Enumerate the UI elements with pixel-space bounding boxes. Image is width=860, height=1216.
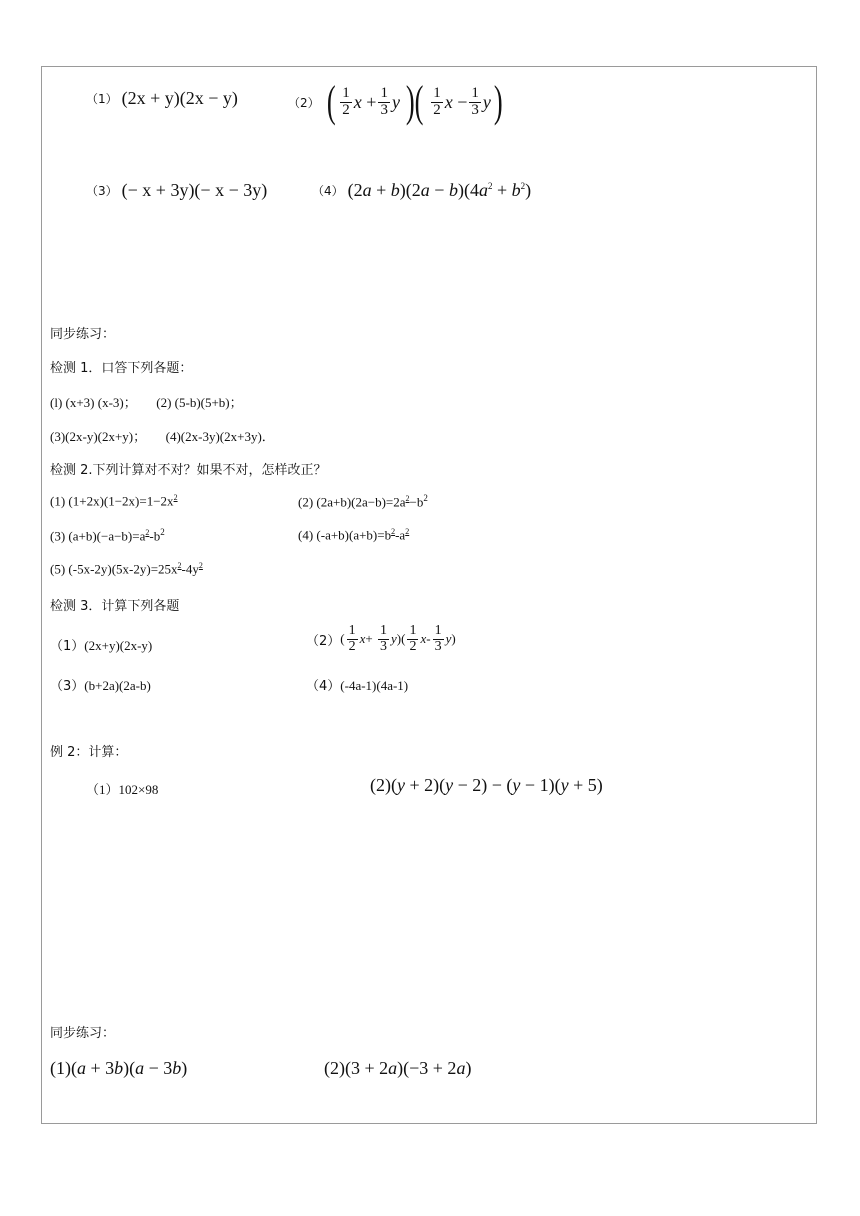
fraction: $\frac{1}{2}$: [433, 84, 441, 118]
fraction: $\frac{1}{3}$: [380, 84, 388, 118]
check3-q1: （1）(2x+y)(2x-y): [50, 638, 153, 654]
problem-3: [86, 180, 267, 201]
problem-3-expr: (− x + 3y)(− x − 3y): [121, 180, 268, 200]
check1-title: 检测 1．口答下列各题：: [50, 361, 193, 376]
check1-row2: (3)(2x-y)(2x+y)； (4)(2x-3y)(2x+3y)．: [50, 429, 275, 444]
final-q2: (2)(3 + 2a)(−3 + 2a): [324, 1058, 472, 1078]
sync-practice-heading-2: 同步练习：: [50, 1026, 116, 1041]
example2-q1: （1）102×98: [86, 782, 159, 797]
fraction: $\frac{1}{2}$: [342, 84, 350, 118]
check1-row1: (l) (x+3) (x-3)； (2) (5-b)(5+b)；: [50, 395, 243, 410]
problem-1: [86, 88, 238, 109]
check2-title: 检测 2.下列计算对不对？如果不对，怎样改正？: [50, 463, 327, 478]
check2-item3: (3) $(a+b)(-a-b)=a^2-b^2$: [50, 527, 165, 544]
check2-item5: (5) $(-5x-2y)(5x-2y)=25x^2-4y^2$: [50, 561, 203, 577]
problem-1-expr: (2x + y)(2x − y): [121, 88, 238, 108]
problem-3-label: （3）: [86, 184, 118, 198]
check2-item4: (4) $(-a+b)(a+b)=b^2-a^2$: [298, 527, 410, 543]
check2-item2: (2) $(2a+b)(2a-b)=2a^2-b^2$: [298, 493, 428, 510]
check3-q2: （2） ( $\frac{1}{2}$ x + $\frac{1}{3}$ y )( $\frac{1}{2}$ x - $\frac{1}{3}$ y ): [306, 623, 456, 654]
sync-practice-heading: 同步练习：: [50, 327, 116, 342]
check3-q4: （4）(-4a-1)(4a-1): [306, 678, 409, 694]
problem-4: （4） $(2a + b)(2a - b)(4a^2 + b^2)$: [312, 180, 532, 200]
check3-title: 检测 3．计算下列各题: [50, 599, 180, 614]
final-q1: (1)(a + 3b)(a − 3b): [50, 1058, 188, 1078]
problem-4-label: （4）: [312, 184, 344, 198]
example2-title: 例 2：计算：: [50, 745, 128, 760]
fraction: $\frac{1}{3}$: [471, 84, 479, 118]
check3-q3: （3）(b+2a)(2a-b): [50, 678, 151, 694]
problem-1-label: （1）: [86, 92, 118, 106]
check2-item1: (1) $(1+2x)(1-2x)=1-2x^2$: [50, 493, 178, 509]
problem-2-label: （2）: [288, 95, 320, 110]
example2-q2: (2)(y + 2)(y − 2) − (y − 1)(y + 5): [370, 775, 603, 795]
problem-2: （2） ( $\frac{1}{2}$ x + $\frac{1}{3}$ y )( $\frac{1}{2}$ x − $\frac{1}{3}$ y ): [288, 77, 503, 126]
